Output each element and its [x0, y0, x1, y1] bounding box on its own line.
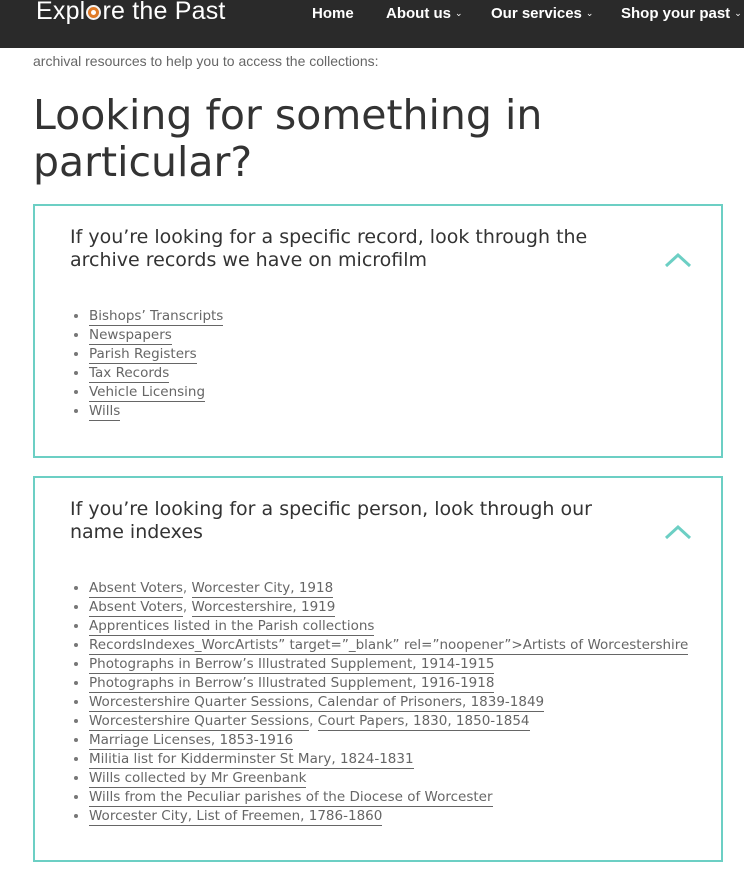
link[interactable]: Worcestershire, 1919: [191, 599, 336, 615]
link[interactable]: Photographs in Berrow’s Illustrated Supplement, 1916-1918: [89, 675, 495, 691]
link[interactable]: Wills from the Peculiar parishes of the Diocese of Worcester: [89, 789, 493, 805]
list-item: [89, 731, 688, 750]
list-item: [89, 674, 688, 693]
link[interactable]: Newspapers: [89, 327, 172, 343]
intro-text: archival resources to help you to access the collections:: [33, 53, 379, 69]
list-item: [89, 326, 223, 345]
link[interactable]: Worcestershire Quarter Sessions, Calendar of Prisoners, 1839-1849: [89, 694, 545, 710]
link[interactable]: Absent Voters: [89, 599, 183, 615]
name-index-links-list: [65, 579, 688, 826]
page-heading: Looking for something in particular?: [33, 91, 543, 186]
record-links-list: [65, 307, 223, 421]
list-item: [89, 402, 223, 421]
list-item: [89, 750, 688, 769]
list-item: [89, 636, 688, 655]
link[interactable]: Photographs in Berrow’s Illustrated Supplement, 1914-1915: [89, 656, 495, 672]
logo-o-mark-icon: [86, 5, 101, 20]
list-item: [89, 693, 688, 712]
list-item: • Absent Voters, Worcester City, 1918: [89, 579, 688, 598]
site-logo[interactable]: Expl re the Past: [36, 0, 226, 25]
chevron-down-icon: ⌄: [455, 8, 463, 18]
list-item: [89, 788, 688, 807]
link[interactable]: RecordsIndexes_WorcArtists” target=”_blank” rel=”noopener”>Artists of Worcestershire: [89, 637, 689, 653]
link[interactable]: Worcestershire Quarter Sessions: [89, 713, 310, 729]
top-navbar: [0, 0, 744, 48]
link[interactable]: Worcester City, 1918: [191, 580, 334, 596]
list-item: [89, 345, 223, 364]
nav-shop-your-past-menu[interactable]: Shop your past ⌄: [621, 5, 742, 22]
link[interactable]: Marriage Licenses, 1853-1916: [89, 732, 294, 748]
link[interactable]: Parish Registers: [89, 346, 197, 362]
list-item: • Worcestershire Quarter Sessions, Court Papers, 1830, 1850-1854: [89, 712, 688, 731]
link[interactable]: Vehicle Licensing: [89, 384, 206, 400]
list-item: [89, 655, 688, 674]
chevron-down-icon: ⌄: [585, 8, 594, 18]
list-item: [89, 307, 223, 326]
list-item: [89, 383, 223, 402]
link[interactable]: Court Papers, 1830, 1850-1854: [317, 713, 530, 729]
list-item: [89, 364, 223, 383]
link[interactable]: Bishops’ Transcripts: [89, 308, 224, 324]
chevron-down-icon: ⌄: [734, 8, 742, 18]
list-item: [89, 807, 688, 826]
link[interactable]: Absent Voters: [89, 580, 183, 596]
link[interactable]: Apprentices listed in the Parish collections: [89, 618, 375, 634]
link[interactable]: Worcester City, List of Freemen, 1786-1860: [89, 808, 383, 824]
nav-our-services-menu[interactable]: Our services ⌄: [491, 5, 594, 22]
nav-about-us-menu[interactable]: About us ⌄: [386, 5, 463, 22]
accordion-name-indexes-panel: [33, 476, 723, 862]
list-item: [89, 617, 688, 636]
accordion-title[interactable]: If you’re looking for a specific record, look through the archive records we have on microfilm: [70, 226, 588, 271]
link[interactable]: Militia list for Kidderminster St Mary, 1824-1831: [89, 751, 414, 767]
link[interactable]: Tax Records: [89, 365, 170, 381]
link[interactable]: Wills collected by Mr Greenbank: [89, 770, 307, 786]
accordion-title[interactable]: If you’re looking for a specific person, look through our name indexes: [70, 498, 592, 543]
accordion-records-panel: [33, 204, 723, 458]
chevron-up-icon[interactable]: [663, 522, 693, 542]
list-item: • Absent Voters, Worcestershire, 1919: [89, 598, 688, 617]
chevron-up-icon[interactable]: [663, 250, 693, 270]
nav-home-link[interactable]: Home: [312, 5, 354, 22]
link[interactable]: Wills: [89, 403, 121, 419]
list-item: [89, 769, 688, 788]
